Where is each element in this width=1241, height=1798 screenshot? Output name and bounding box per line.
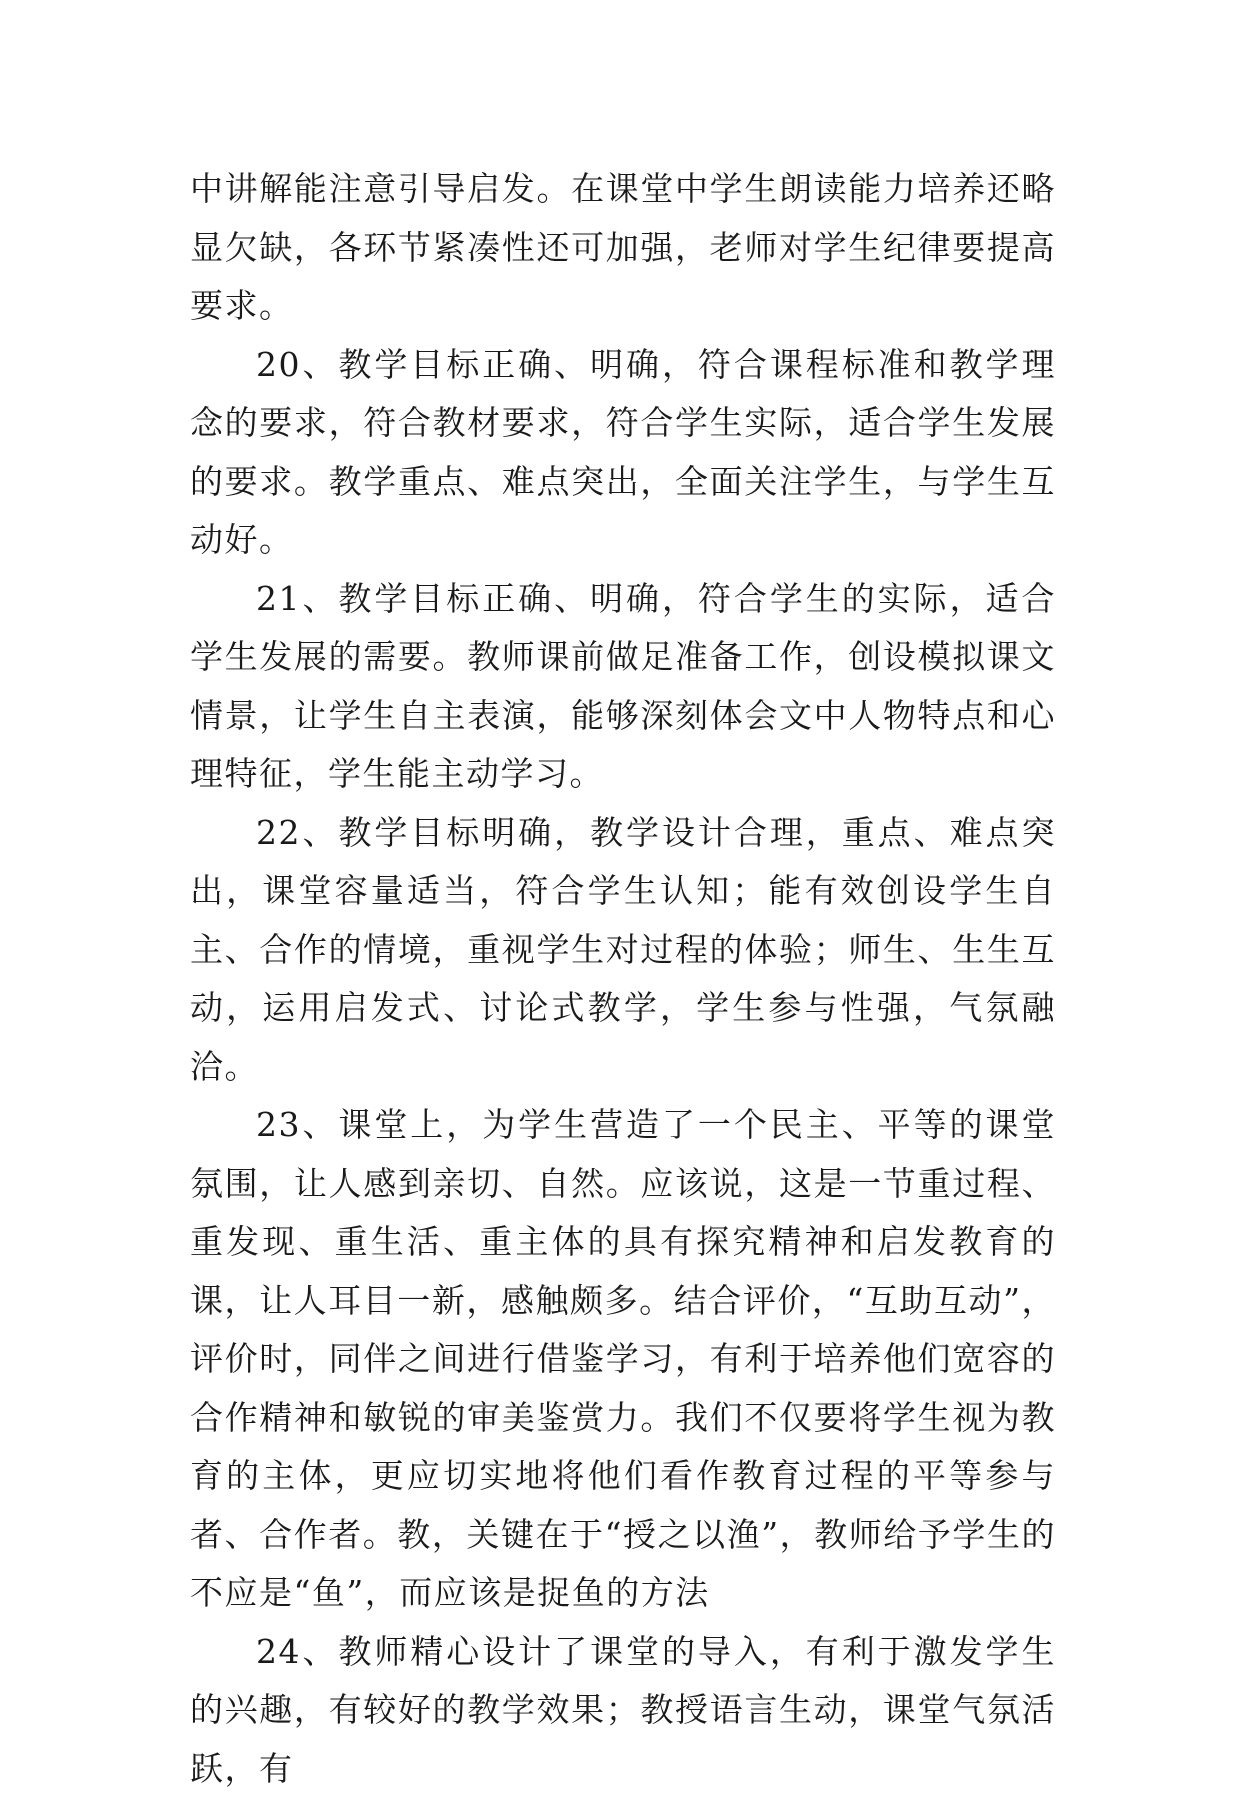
paragraph-item-24: 24、教师精心设计了课堂的导入，有利于激发学生的兴趣，有较好的教学效果；教授语言生动，课堂气氛活跃，有 xyxy=(190,1623,1056,1798)
document-body xyxy=(190,160,1056,1798)
paragraph-item-23: 23、课堂上，为学生营造了一个民主、平等的课堂氛围，让人感到亲切、自然。应该说，这是一节重过程、重发现、重生活、重主体的具有探究精神和启发教育的课，让人耳目一新，感触颇多。结合评价，“互助互动”，评价时，同伴之间进行借鉴学习，有利于培养他们宽容的合作精神和敏锐的审美鉴赏力。我们不仅要将学生视为教育的主体，更应切实地将他们看作教育过程的平等参与者、合作者。教，关键在于“授之以渔”，教师给予学生的不应是“鱼”，而应该是捉鱼的方法 xyxy=(190,1096,1056,1623)
paragraph-continuation: 中讲解能注意引导启发。在课堂中学生朗读能力培养还略显欠缺，各环节紧凑性还可加强，老师对学生纪律要提高要求。 xyxy=(190,160,1056,336)
paragraph-item-22: 22、教学目标明确，教学设计合理，重点、难点突出，课堂容量适当，符合学生认知；能有效创设学生自主、合作的情境，重视学生对过程的体验；师生、生生互动，运用启发式、讨论式教学，学生参与性强，气氛融洽。 xyxy=(190,804,1056,1097)
paragraph-item-21: 21、教学目标正确、明确，符合学生的实际，适合学生发展的需要。教师课前做足准备工作，创设模拟课文情景，让学生自主表演，能够深刻体会文中人物特点和心理特征，学生能主动学习。 xyxy=(190,570,1056,804)
paragraph-item-20: 20、教学目标正确、明确，符合课程标准和教学理念的要求，符合教材要求，符合学生实际，适合学生发展的要求。教学重点、难点突出，全面关注学生，与学生互动好。 xyxy=(190,336,1056,570)
